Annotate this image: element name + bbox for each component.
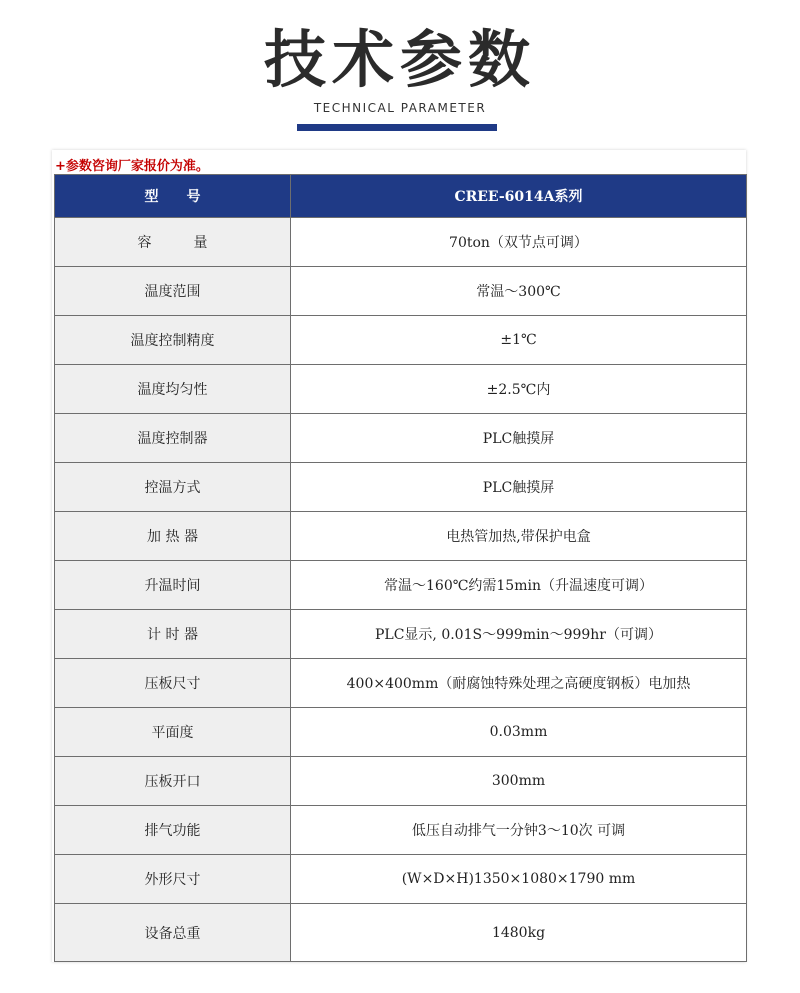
row-label: 控温方式 [55, 463, 291, 512]
row-label: 加 热 器 [55, 512, 291, 561]
page-header [0, 0, 800, 140]
row-value: ±1℃ [291, 316, 747, 365]
row-value: 70ton（双节点可调） [291, 218, 747, 267]
row-label: 温度控制精度 [55, 316, 291, 365]
row-value: PLC触摸屏 [291, 414, 747, 463]
row-label: 温度均匀性 [55, 365, 291, 414]
row-label: 压板尺寸 [55, 659, 291, 708]
row-label: 温度控制器 [55, 414, 291, 463]
row-value: ±2.5℃内 [291, 365, 747, 414]
row-value: 0.03mm [291, 708, 747, 757]
table-row [55, 316, 747, 365]
row-value: 电热管加热,带保护电盒 [291, 512, 747, 561]
table-row [55, 757, 747, 806]
price-note: +参数咨询厂家报价为准。 [55, 159, 209, 174]
table-row [55, 610, 747, 659]
table-row [55, 365, 747, 414]
row-value: PLC显示, 0.01S～999min～999hr（可调） [291, 610, 747, 659]
table-row [55, 218, 747, 267]
row-value: 400×400mm（耐腐蚀特殊处理之高硬度钢板）电加热 [291, 659, 747, 708]
table-row [55, 904, 747, 962]
table-row [55, 708, 747, 757]
row-label: 排气功能 [55, 806, 291, 855]
row-value: 低压自动排气一分钟3～10次 可调 [291, 806, 747, 855]
table-row [55, 561, 747, 610]
header-value-cell: CREE-6014A系列 [291, 175, 747, 218]
table-row [55, 463, 747, 512]
table-row [55, 512, 747, 561]
table-row [55, 659, 747, 708]
page-subtitle: TECHNICAL PARAMETER [313, 101, 487, 115]
page-title: 技术参数 [263, 23, 536, 96]
table-row [55, 414, 747, 463]
row-label: 升温时间 [55, 561, 291, 610]
table-row [55, 855, 747, 904]
row-label: 设备总重 [55, 904, 291, 962]
row-label: 压板开口 [55, 757, 291, 806]
row-label: 计 时 器 [55, 610, 291, 659]
row-value: (W×D×H)1350×1080×1790 mm [291, 855, 747, 904]
header-label-cell: 型 号 [55, 175, 291, 218]
table-header-row [55, 175, 747, 218]
spec-table [54, 174, 747, 962]
row-value: 常温～300℃ [291, 267, 747, 316]
table-row [55, 267, 747, 316]
row-value: PLC触摸屏 [291, 463, 747, 512]
row-value: 300mm [291, 757, 747, 806]
row-label: 温度范围 [55, 267, 291, 316]
table-row [55, 806, 747, 855]
row-label: 平面度 [55, 708, 291, 757]
row-value: 1480kg [291, 904, 747, 962]
row-label: 容 量 [55, 218, 291, 267]
row-value: 常温～160℃约需15min（升温速度可调） [291, 561, 747, 610]
row-label: 外形尺寸 [55, 855, 291, 904]
title-underline [297, 124, 497, 131]
